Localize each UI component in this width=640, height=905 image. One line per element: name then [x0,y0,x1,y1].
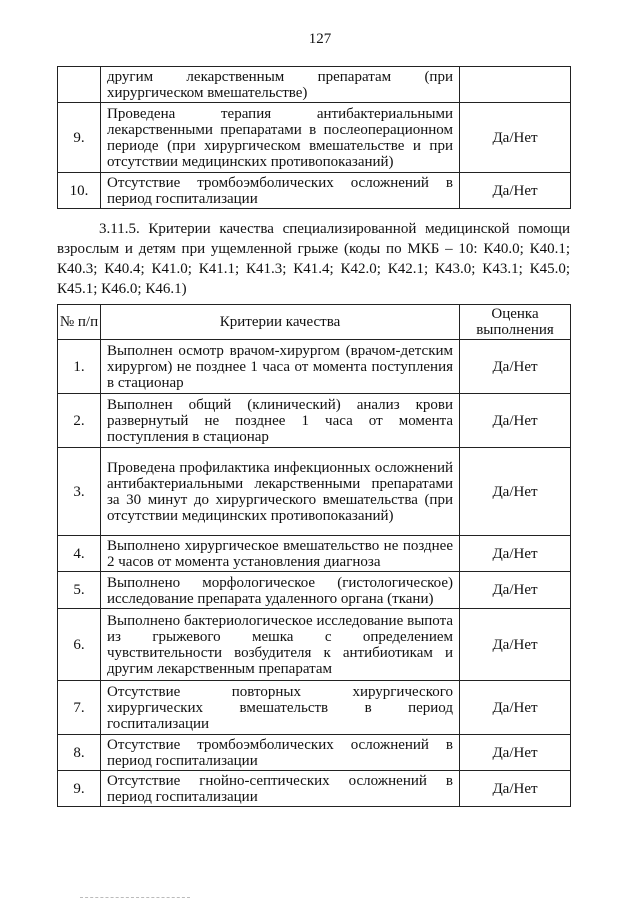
evaluation-cell: Да/Нет [460,173,571,209]
header-criteria: Критерии качества [101,305,460,340]
evaluation-cell: Да/Нет [460,681,571,735]
evaluation-cell: Да/Нет [460,572,571,609]
criterion-text: Отсутствие повторных хирургического хирургических вмешательств в период госпитализации [101,681,460,735]
evaluation-cell: Да/Нет [460,735,571,771]
criterion-text: другим лекарственным препаратам (при хирургическом вмешательстве) [101,67,460,103]
table-row [58,67,571,103]
header-evaluation: Оценка выполнения [460,305,571,340]
row-number: 10. [58,173,101,209]
table-row [58,173,571,209]
table-row [58,448,571,536]
section-heading: 3.11.5. Критерии качества специализированной медицинской помощи взрослым и детям при ущемленной грыже (коды по МКБ – 10: К40.0; К40.1; К40.3; К40.4; К41.0; К41.1; К41.3; К41.4; К42.0; К42.1; К43.0; К43.1; К45.0; К45.1; К46.0; К46.1) [57,221,570,297]
row-number: 9. [58,771,101,807]
table-row [58,771,571,807]
row-number: 8. [58,735,101,771]
table-row [58,681,571,735]
row-number: 2. [58,394,101,448]
criterion-text: Выполнен общий (клинический) анализ крови развернутый не позднее 1 часа от момента поступления в стационар [101,394,460,448]
table-header-row [58,305,571,340]
criterion-text: Проведена терапия антибактериальными лекарственными препаратами в послеоперационном периоде (при хирургическом вмешательстве и при отсутствии медицинских противопоказаний) [101,103,460,173]
evaluation-cell: Да/Нет [460,609,571,681]
row-number: 9. [58,103,101,173]
evaluation-cell: Да/Нет [460,536,571,572]
evaluation-cell: Да/Нет [460,771,571,807]
table-row [58,536,571,572]
table-row [58,394,571,448]
criterion-text: Выполнено бактериологическое исследование выпота из грыжевого мешка с определением чувствительности возбудителя к антибиотикам и другим лекарственным препаратам [101,609,460,681]
criterion-text: Отсутствие гнойно-септических осложнений в период госпитализации [101,771,460,807]
criteria-table-continued [57,66,571,209]
page-number: 127 [308,31,332,47]
header-number: № п/п [58,305,101,340]
evaluation-cell: Да/Нет [460,448,571,536]
row-number [58,67,101,103]
row-number: 3. [58,448,101,536]
criterion-text: Выполнен осмотр врачом-хирургом (врачом-детским хирургом) не позднее 1 часа от момента поступления в стационар [101,340,460,394]
criterion-text: Выполнено хирургическое вмешательство не позднее 2 часов от момента установления диагноза [101,536,460,572]
evaluation-cell: Да/Нет [460,340,571,394]
criterion-text: Отсутствие тромбоэмболических осложнений в период госпитализации [101,735,460,771]
criterion-text: Проведена профилактика инфекционных осложнений антибактериальными лекарственными препаратами за 30 минут до хирургического вмешательства (при отсутствии медицинских противопоказаний) [101,448,460,536]
table-row [58,103,571,173]
table-row [58,735,571,771]
row-number: 4. [58,536,101,572]
table-row [58,340,571,394]
criteria-table [57,304,571,807]
evaluation-cell: Да/Нет [460,394,571,448]
row-number: 1. [58,340,101,394]
criterion-text: Выполнено морфологическое (гистологическое) исследование препарата удаленного органа (ткани) [101,572,460,609]
scan-artifact-line [80,897,190,899]
table-row [58,609,571,681]
row-number: 7. [58,681,101,735]
table-row [58,572,571,609]
row-number: 5. [58,572,101,609]
evaluation-cell: Да/Нет [460,103,571,173]
row-number: 6. [58,609,101,681]
evaluation-cell [460,67,571,103]
criterion-text: Отсутствие тромбоэмболических осложнений в период госпитализации [101,173,460,209]
